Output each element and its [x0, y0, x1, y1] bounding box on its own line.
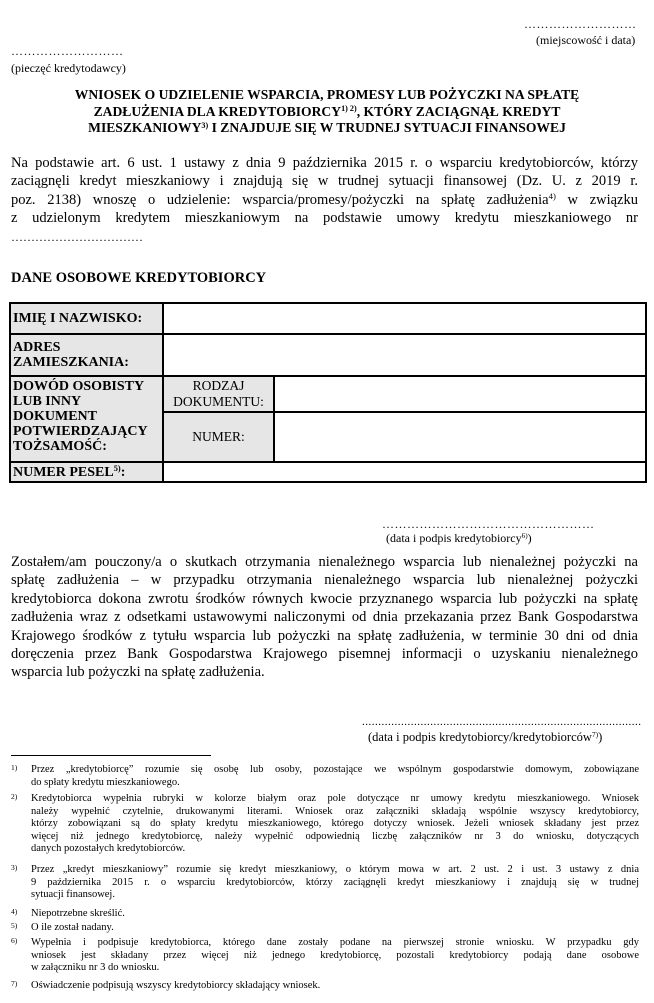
statement-line-3: kredytobiorca dokona zwrotu środków równych kwocie przyznanego wsparcia lub pożyczki na spłatę	[11, 590, 638, 607]
footnote-7-line-1: Oświadczenie podpisują wszyscy kredytobiorcy składający wniosek.	[31, 980, 321, 991]
title-line-3-text: MIESZKANIOWY	[88, 120, 202, 135]
footnote-4-number: 4)	[11, 907, 18, 916]
intro-line-3	[11, 191, 638, 209]
footnote-5	[11, 922, 639, 935]
id-label-line-5: TOŻSAMOŚĆ:	[13, 439, 107, 454]
section-title: DANE OSOBOWE KREDYTOBIORCY	[11, 270, 267, 286]
footnote-ref-1-2: 1) 2)	[341, 104, 357, 114]
signature-1-dots[interactable]: ……………………………………………	[382, 517, 595, 531]
footnote-6-line-2: wniosek jest składany przez więcej niż jednego kredytobiorcę, pozostali kredytobiorcy podają dane osobowe	[31, 949, 639, 961]
footnote-ref-5: 5)	[113, 464, 121, 474]
footnote-5-number: 5)	[11, 921, 18, 930]
footnote-1-line-2: do spłaty kredytu mieszkaniowego.	[31, 776, 180, 788]
doc-type-line-2: DOKUMENTU:	[173, 394, 264, 409]
stamp-dots: ………………………	[11, 44, 124, 58]
footnote-1	[11, 764, 639, 789]
title-line-3	[20, 120, 634, 137]
footnote-6	[11, 937, 639, 975]
title-line-3-text-end: I ZNAJDUJE SIĘ W TRUDNEJ SYTUACJI FINANSOWEJ	[208, 120, 566, 135]
document-type-field[interactable]	[274, 376, 646, 412]
footnote-6-line-1: Wypełnia i podpisuje kredytobiorca, którego dane zostały podane na pierwszej stronie wniosku. W przypadku gdy	[31, 937, 639, 948]
footnote-7-number: 7)	[11, 979, 18, 988]
footnote-7	[11, 980, 639, 993]
address-label	[10, 334, 163, 376]
footnote-ref-7: 7)	[591, 730, 599, 740]
title-line-2-text-end: , KTÓRY ZACIĄGNĄŁ KREDYT	[356, 103, 561, 119]
footnote-divider	[11, 755, 211, 756]
footnote-3-number: 3)	[11, 863, 18, 872]
statement-line-4: zadłużenia wraz z odsetkami ustawowymi naliczonymi od dnia przekazania przez Bank Gospodarstwa	[11, 609, 638, 626]
signature-1-label-end: )	[527, 531, 532, 545]
footnote-2-line-2: należy wypełnić czytelnie, drukowanymi literami. Wniosek oraz załączniki składają wspólnie wszyscy kredytobiorcy,	[31, 805, 639, 817]
footnote-5-line-1: O ile został nadany.	[31, 922, 114, 933]
title-line-2-text: ZADŁUŻENIA DLA KREDYTOBIORCY	[93, 103, 342, 119]
statement-line-7: wsparcia lub pożyczki na spłatę zadłużenia.	[11, 664, 265, 681]
id-label-line-1: DOWÓD OSOBISTY	[13, 379, 145, 394]
document-type-label	[163, 376, 274, 412]
doc-type-line-1: RODZAJ	[192, 378, 245, 393]
name-field[interactable]	[163, 303, 646, 334]
footnote-2-line-5: danych pozostałych kredytobiorców.	[31, 843, 186, 854]
footnote-2-line-3: którzy zobowiązani są do spłaty kredytu mieszkaniowego, którego dotyczy wniosek. Jeżeli wniosek składany jest przez	[31, 818, 639, 829]
statement-paragraph	[11, 553, 638, 682]
statement-line-1: Zostałem/am pouczony/a o skutkach otrzymania nienależnego wsparcia lub nienależnej pożyczki na	[11, 554, 638, 570]
statement-line-6: doręczenia przez Bank Gospodarstwa Krajowego pisemnej informacji o uzyskaniu nienależnego	[11, 645, 638, 662]
footnote-4-line-1: Niepotrzebne skreślić.	[31, 908, 125, 919]
signature-1-label	[386, 531, 532, 546]
signature-2-label-text: (data i podpis kredytobiorcy/kredytobiorców	[368, 730, 592, 744]
footnote-1-line-1: Przez „kredytobiorcę” rozumie się osobę lub osoby, pozostające we wspólnym gospodarstwie domowym, zobowiązane	[31, 764, 639, 775]
footnote-1-number: 1)	[11, 763, 18, 772]
footnote-2	[11, 793, 639, 856]
footnote-6-number: 6)	[11, 936, 18, 945]
footnote-3-line-2: 9 października 2015 r. o wsparciu kredytobiorców, którzy zaciągnęli kredyt mieszkaniowy i znajdują się w trudnej	[31, 876, 639, 888]
title-line-1: WNIOSEK O UDZIELENIE WSPARCIA, PROMESY LUB POŻYCZKI NA SPŁATĘ	[74, 87, 580, 102]
document-number-field[interactable]	[274, 412, 646, 462]
intro-paragraph	[11, 154, 638, 246]
footnote-6-line-3: w załączniku nr 3 do wniosku.	[31, 962, 160, 973]
id-label-line-4: POTWIERDZAJĄCY	[13, 424, 148, 439]
statement-line-2: spłatę zadłużenia – w przypadku otrzymania nienależnego wsparcia lub nienależnej pożyczki	[11, 572, 638, 589]
footnote-ref-4: 4)	[548, 191, 556, 202]
identity-document-label	[10, 376, 163, 462]
footnote-2-line-4: więcej niż jednego kredytobiorcę, należy wypełnić odpowiednią liczbę załączników nr 3 do wniosku, dotyczących	[31, 830, 639, 842]
signature-1-label-text: (data i podpis kredytobiorcy	[386, 531, 522, 545]
footnote-3-line-3: sytuacji finansowej.	[31, 889, 115, 900]
id-label-line-3: DOKUMENT	[13, 409, 97, 424]
stamp-label: (pieczęć kredytodawcy)	[11, 61, 126, 75]
pesel-label	[10, 462, 163, 482]
footnote-2-line-1: Kredytobiorca wypełnia rubryki w kolorze białym oraz pole dotyczące nr umowy kredytu mieszkaniowego. Wniosek	[31, 793, 639, 804]
intro-line-1: Na podstawie art. 6 ust. 1 ustawy z dnia 9 października 2015 r. o wsparciu kredytobiorców, którzy	[11, 155, 638, 171]
footnote-2-number: 2)	[11, 792, 18, 801]
footnote-3	[11, 864, 639, 902]
intro-line-3-text-end: w związku	[555, 191, 638, 208]
footnote-ref-3: 3)	[201, 120, 209, 130]
title-line-2	[20, 104, 634, 121]
pesel-label-text: NUMER PESEL	[13, 464, 114, 480]
contract-number-dots[interactable]: ……………………………	[11, 229, 143, 244]
document-title	[20, 87, 634, 137]
place-date-dots: ………………………	[524, 17, 637, 31]
intro-line-2: zaciągnęli kredyt mieszkaniowy i znajdują się w trudnej sytuacji finansowej (Dz. U. z 2019 r.	[11, 173, 638, 190]
signature-2-label-end: )	[598, 730, 603, 744]
footnote-3-line-1: Przez „kredyt mieszkaniowy” rozumie się kredyt mieszkaniowy, o którym mowa w art. 2 ust. 2 i ust. 3 ustawy z dnia	[31, 864, 639, 875]
signature-2-dots[interactable]: ......................................................................................	[362, 716, 642, 728]
intro-line-4: z udzielonym kredytem mieszkaniowym na podstawie umowy kredytu mieszkaniowego nr	[11, 210, 638, 227]
signature-2-label	[368, 730, 602, 745]
address-label-line-2: ZAMIESZKANIA:	[13, 355, 129, 370]
statement-line-5: Krajowego środków z tytułu wsparcia lub pożyczki na spłatę zadłużenia, w terminie 30 dni od dnia	[11, 627, 638, 644]
footnote-ref-6: 6)	[521, 532, 528, 541]
name-label: IMIĘ I NAZWISKO:	[10, 303, 163, 334]
personal-data-form	[9, 302, 647, 483]
footnote-4	[11, 908, 639, 921]
intro-line-3-text: poz. 2138) wnoszę o udzielenie: wsparcia/promesy/pożyczki na spłatę zadłużenia	[11, 191, 549, 208]
address-field[interactable]	[163, 334, 646, 376]
pesel-label-colon: :	[120, 464, 126, 480]
address-label-line-1: ADRES	[13, 340, 61, 355]
place-date-label: (miejscowość i data)	[536, 33, 636, 47]
id-label-line-2: LUB INNY	[13, 394, 82, 409]
document-number-label: NUMER:	[163, 412, 274, 462]
pesel-field[interactable]	[163, 462, 646, 482]
